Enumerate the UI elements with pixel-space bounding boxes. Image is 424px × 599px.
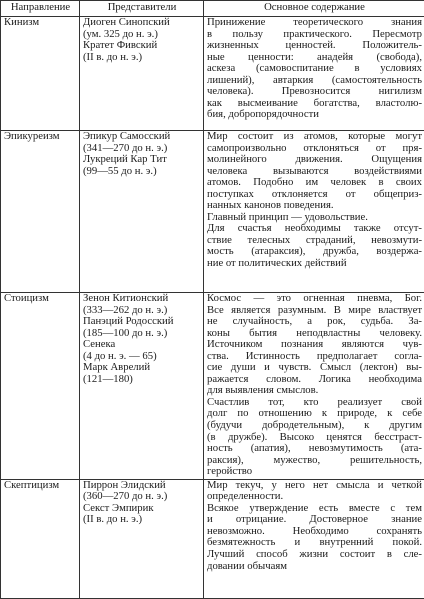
content-line: определенности. — [207, 491, 422, 503]
content-line: довании обычаям — [207, 561, 422, 573]
header-row — [1, 1, 424, 17]
representative-line: Диоген Синопский — [83, 17, 201, 29]
representative-line: Лукреций Кар Тит — [83, 154, 201, 166]
content-cell — [204, 17, 424, 131]
content-line: ражается словом. Логика необходима — [207, 374, 422, 386]
content-line: ние от политических действий — [207, 258, 422, 270]
content-line: в пользу практического. Пересмотр — [207, 29, 422, 41]
representatives-cell — [80, 293, 204, 480]
content-line: человека). Превозносится нигилизм — [207, 86, 422, 98]
representative-line: (II в. до н. э.) — [83, 52, 201, 64]
representative-line: (121—180) — [83, 374, 201, 386]
content-line: человека вызываются воздействиями — [207, 166, 422, 178]
content-line: Все является разумным. В мире властвует — [207, 305, 422, 317]
content-cell — [204, 293, 424, 480]
representative-line: (333—262 до н. э.) — [83, 305, 201, 317]
direction-cell: Эпикуреизм — [1, 131, 80, 293]
table-row — [1, 17, 424, 131]
content-line: ствие телесных страданий, невозмути- — [207, 235, 422, 247]
content-line: не случайность, а рок, судьба. За- — [207, 316, 422, 328]
direction-cell: Стоицизм — [1, 293, 80, 480]
content-line: и отрицание. Достоверное знание — [207, 514, 422, 526]
representative-line: (341—270 до н. э.) — [83, 143, 201, 155]
content-line: для выявления смыслов. — [207, 385, 422, 397]
content-line: долг по отношению к природе, к себе — [207, 408, 422, 420]
content-line: безмятежность и внутренний покой. — [207, 537, 422, 549]
content-line: Мир текуч, у него нет смысла и четкой — [207, 480, 422, 492]
representative-line: Зенон Китионский — [83, 293, 201, 305]
direction-cell: Скептицизм — [1, 479, 80, 598]
content-line: ства. Истинность предполагает согла- — [207, 351, 422, 363]
representative-line: (185—100 до н. э.) — [83, 328, 201, 340]
content-line: Для счастья необходимы также отсут- — [207, 223, 422, 235]
content-line: нанных канонов поведения. — [207, 200, 422, 212]
content-line: атомов. Подобно им человек в своих — [207, 177, 422, 189]
content-line: мость (атараксия), дружба, воздержа- — [207, 246, 422, 258]
content-line: Космос — это огненная пневма, Бог. — [207, 293, 422, 305]
header-content: Основное содержание — [204, 1, 424, 17]
content-line: Источником познания являются чув- — [207, 339, 422, 351]
content-line: коны бытия неподвластны человеку. — [207, 328, 422, 340]
content-line: бия, добропорядочности — [207, 109, 422, 121]
table-row — [1, 479, 424, 598]
representative-line: Сенека — [83, 339, 201, 351]
content-line: Мир состоит из атомов, которые могут — [207, 131, 422, 143]
representative-line: (99—55 до н. э.) — [83, 166, 201, 178]
representative-line: Эпикур Самосский — [83, 131, 201, 143]
content-line: (в дружбе). Высоко ценятся бесстраст- — [207, 432, 422, 444]
content-line: сие души и чувств. Смысл (лектон) вы- — [207, 362, 422, 374]
representatives-cell — [80, 131, 204, 293]
content-line: поступках отклоняется от общеприз- — [207, 189, 422, 201]
representatives-cell — [80, 17, 204, 131]
content-line: (будучи добродетельным), к другим — [207, 420, 422, 432]
content-line: как высмеивание богатства, властолю- — [207, 98, 422, 110]
content-line: Лучший способ жизни состоит в сле- — [207, 549, 422, 561]
header-representatives: Представители — [80, 1, 204, 17]
representative-line: (II в. до н. э.) — [83, 514, 201, 526]
table-row — [1, 293, 424, 480]
content-line: Счастлив тот, кто реализует свой — [207, 397, 422, 409]
content-cell — [204, 131, 424, 293]
representative-line: (ум. 325 до н. э.) — [83, 29, 201, 41]
representatives-cell — [80, 479, 204, 598]
content-line: молинейного движения. Ощущения — [207, 154, 422, 166]
header-direction: Направление — [1, 1, 80, 17]
content-line: ные ценности: анадейя (свобода), — [207, 52, 422, 64]
content-line: геройство — [207, 466, 422, 478]
representative-line: Секст Эмпирик — [83, 503, 201, 515]
content-line: невозможно. Необходимо сохранять — [207, 526, 422, 538]
representative-line: (4 до н. э. — 65) — [83, 351, 201, 363]
content-line: ность (апатия), невозмутимость (ата- — [207, 443, 422, 455]
content-cell — [204, 479, 424, 598]
content-line: лишений), автаркия (самостоятельность — [207, 75, 422, 87]
content-line: Принижение теоретического знания — [207, 17, 422, 29]
content-line: аскеза (самовоспитание в условиях — [207, 63, 422, 75]
content-line: Всякое утверждение есть вместе с тем — [207, 503, 422, 515]
representative-line: (360—270 до н. э.) — [83, 491, 201, 503]
content-line: раксия), мужество, решительность, — [207, 455, 422, 467]
representative-line: Кратет Фивский — [83, 40, 201, 52]
content-line: жизненных ценностей. Положитель- — [207, 40, 422, 52]
representative-line: Пиррон Элидский — [83, 480, 201, 492]
content-line: Главный принцип — удовольствие. — [207, 212, 422, 224]
content-line: самопроизвольно отклоняться от пря- — [207, 143, 422, 155]
direction-cell: Кинизм — [1, 17, 80, 131]
representative-line: Марк Аврелий — [83, 362, 201, 374]
table-row — [1, 131, 424, 293]
representative-line: Панэций Родосский — [83, 316, 201, 328]
